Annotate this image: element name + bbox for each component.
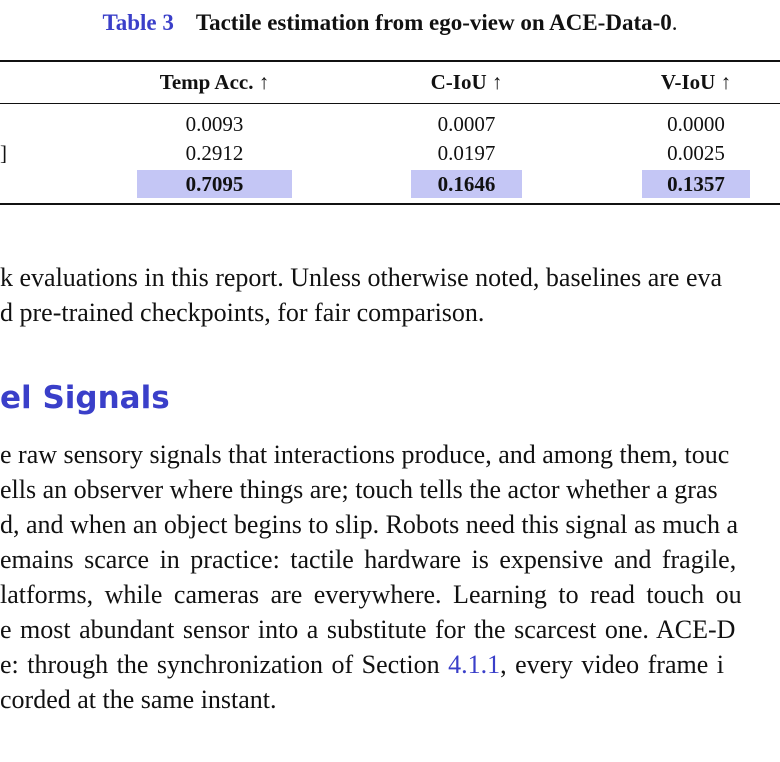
section-ref-link[interactable]: 4.1.1 bbox=[448, 650, 501, 679]
row-label-fragment: ] bbox=[0, 141, 7, 165]
paragraph-line: e most abundant sensor into a substitute for the scarcest one. ACE-D bbox=[0, 615, 736, 644]
paragraph-line: corded at the same instant. bbox=[0, 685, 277, 714]
table-number: Table 3 bbox=[102, 10, 174, 35]
paragraph-line: e raw sensory signals that interactions produce, and among them, touc bbox=[0, 440, 730, 469]
table-cell: 0.0093 bbox=[185, 112, 244, 136]
paragraph-line bbox=[0, 647, 780, 682]
line-text: e: through the synchronization of Section bbox=[0, 650, 449, 679]
best-cell-temp-acc: 0.7095 bbox=[137, 170, 292, 198]
table-caption bbox=[0, 10, 780, 36]
table-header-rule bbox=[0, 103, 780, 104]
paragraph-line: latforms, while cameras are everywhere. Learning to read touch ou bbox=[0, 580, 742, 609]
table-cell: 0.0025 bbox=[667, 141, 725, 165]
table-title: Tactile estimation from ego-view on ACE-Data-0 bbox=[195, 10, 672, 35]
section-heading: el Signals bbox=[0, 380, 170, 416]
table-cell: 0.0007 bbox=[437, 112, 496, 136]
paragraph-line: emains scarce in practice: tactile hardware is expensive and fragile, bbox=[0, 545, 737, 574]
table-cell: 0.0000 bbox=[667, 112, 725, 136]
paragraph-line: d pre-trained checkpoints, for fair comparison. bbox=[0, 298, 485, 327]
best-cell-c-iou: 0.1646 bbox=[411, 170, 522, 198]
paragraph-line: k evaluations in this report. Unless otherwise noted, baselines are eva bbox=[0, 263, 723, 292]
best-cell-v-iou: 0.1357 bbox=[642, 170, 750, 198]
table-cell: 0.0197 bbox=[437, 141, 496, 165]
table-cell: 0.2912 bbox=[185, 141, 244, 165]
table-bottom-rule bbox=[0, 203, 780, 205]
table-top-rule bbox=[0, 60, 780, 62]
line-text: , every video frame i bbox=[500, 650, 724, 679]
paragraph-line: d, and when an object begins to slip. Robots need this signal as much a bbox=[0, 510, 738, 539]
header-c-iou: C-IoU ↑ bbox=[430, 70, 503, 94]
table-title-period: . bbox=[671, 10, 678, 35]
header-temp-acc: Temp Acc. ↑ bbox=[159, 70, 270, 94]
header-v-iou: V-IoU ↑ bbox=[660, 70, 732, 94]
paragraph-line: ells an observer where things are; touch tells the actor whether a gras bbox=[0, 475, 718, 504]
